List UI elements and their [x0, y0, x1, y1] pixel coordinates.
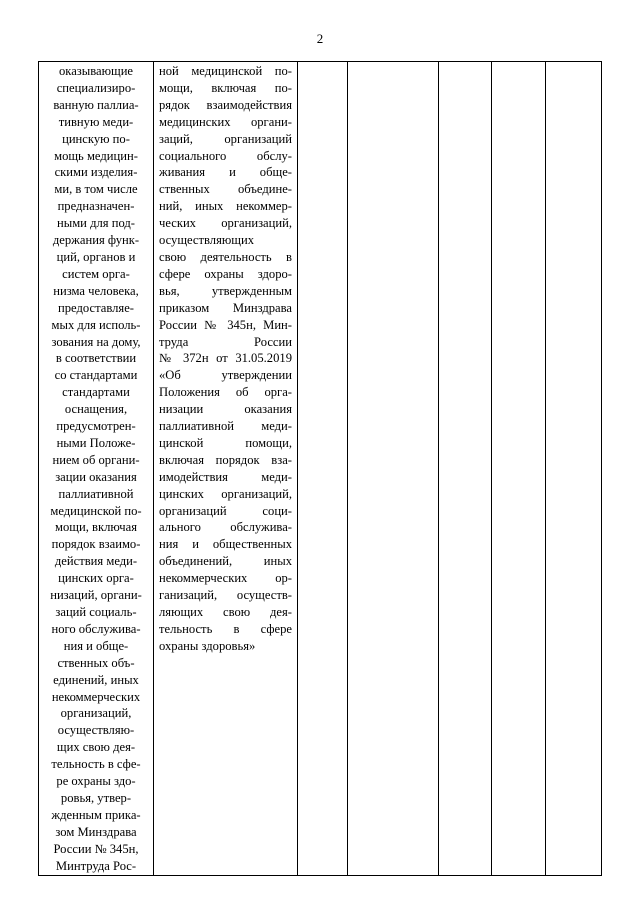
- text-line: некоммерческих: [51, 689, 141, 704]
- text-line: Положения об орга-: [159, 385, 292, 400]
- text-line: действия меди-: [54, 554, 138, 569]
- text-line: ганизаций, осуществ-: [159, 588, 292, 603]
- document-table: [38, 61, 602, 876]
- text-line: в соответствии: [55, 351, 137, 366]
- text-line: ния и обще-: [63, 638, 129, 653]
- text-line: свою деятельность в: [159, 249, 292, 264]
- text-line: систем орга-: [62, 266, 130, 281]
- text-line: предназначен-: [57, 199, 135, 214]
- text-line: порядок взаимо-: [51, 537, 141, 552]
- text-line: щих свою дея-: [56, 740, 136, 755]
- text-line: ной медицинской по-: [159, 64, 292, 78]
- text-line: низации оказания: [159, 402, 292, 417]
- text-line: ванную паллиа-: [53, 97, 139, 112]
- text-line: нием об органи-: [52, 452, 140, 467]
- text-line: некоммерческих ор-: [159, 571, 292, 586]
- text-line: осуществляющих: [159, 233, 255, 248]
- text-line: мых для исполь-: [51, 317, 141, 332]
- text-line: ляющих свою дея-: [159, 605, 292, 619]
- text-line: зации оказания: [55, 469, 137, 484]
- text-line: вья, утвержденным: [159, 283, 292, 298]
- text-line: «Об утверждении: [159, 368, 292, 383]
- text-line: низаций, органи-: [50, 588, 142, 603]
- text-line: паллиативной меди-: [159, 419, 292, 434]
- table-cell-col7: [546, 62, 602, 876]
- text-line: оснащения,: [64, 402, 128, 417]
- text-line: цинских организаций,: [159, 486, 292, 501]
- text-line: единений, иных: [53, 672, 139, 687]
- text-line: стандартами: [62, 385, 130, 400]
- text-line: со стандартами: [54, 368, 138, 383]
- text-line: приказом Минздрава: [159, 300, 292, 315]
- table-cell-col3: [298, 62, 348, 876]
- text-line: жденным прика-: [51, 807, 141, 822]
- text-line: мощи, включая: [55, 520, 137, 535]
- text-line: цинскую по-: [62, 131, 130, 146]
- text-line: зования на дому,: [51, 334, 141, 349]
- text-line: предусмотрен-: [56, 419, 136, 434]
- text-line: организаций соци-: [159, 503, 292, 518]
- table-cell-col4: [348, 62, 439, 876]
- text-line: включая порядок вза-: [159, 452, 292, 467]
- text-line: ний, иных некоммер-: [159, 199, 292, 214]
- page-number: 2: [316, 31, 324, 46]
- text-line: охраны здоровья»: [159, 638, 256, 653]
- text-line: тивную меди-: [58, 114, 134, 129]
- text-line: № 372н от 31.05.2019: [159, 351, 292, 366]
- text-line: тельность в сфере: [159, 621, 292, 636]
- text-line: ре охраны здо-: [56, 774, 136, 789]
- table-cell-col2: [154, 62, 298, 876]
- text-line: социального обслу-: [159, 148, 292, 163]
- text-line: рядок взаимодействия: [159, 97, 292, 112]
- text-line: цинской помощи,: [159, 435, 292, 450]
- text-line: медицинских органи-: [159, 114, 292, 129]
- text-line: зом Минздрава: [55, 824, 137, 839]
- text-line: специализиро-: [56, 80, 136, 95]
- text-line: ного обслужива-: [51, 621, 141, 636]
- text-line: осуществляю-: [57, 723, 135, 738]
- text-line: мощь медицин-: [54, 148, 138, 163]
- text-line: тельность в сфе-: [51, 757, 141, 772]
- text-line: заций, организаций: [159, 131, 292, 146]
- text-line: ными для под-: [57, 216, 135, 231]
- text-line: медицинской по-: [50, 503, 142, 518]
- text-line: ственных объ-: [57, 655, 135, 670]
- text-line: заций социаль-: [55, 605, 137, 619]
- table-cell-col1: [39, 62, 154, 876]
- text-line: мощи, включая по-: [159, 80, 292, 95]
- text-line: паллиативной: [58, 486, 134, 501]
- text-line: организаций,: [60, 706, 132, 721]
- text-line: Минтруда Рос-: [55, 858, 137, 873]
- text-line: ального обслужива-: [159, 520, 292, 535]
- text-line: России № 345н,: [53, 841, 139, 856]
- text-line: живания и обще-: [159, 165, 292, 180]
- text-line: скими изделия-: [54, 165, 138, 180]
- text-line: труда России: [159, 334, 292, 349]
- text-line: ния и общественных: [159, 537, 292, 552]
- table-row: [39, 62, 602, 876]
- text-line: держания функ-: [52, 233, 140, 248]
- table-cell-col5: [439, 62, 492, 876]
- text-line: России № 345н, Мин-: [159, 317, 292, 332]
- col2-text: [159, 63, 292, 655]
- text-line: оказывающие: [58, 64, 134, 78]
- col1-text: [43, 63, 149, 875]
- text-line: ческих организаций,: [159, 216, 292, 231]
- text-line: ровья, утвер-: [60, 790, 132, 805]
- text-line: имодействия меди-: [159, 469, 292, 484]
- text-line: низма человека,: [53, 283, 139, 298]
- text-line: ми, в том числе: [54, 182, 138, 197]
- text-line: ными Положе-: [56, 435, 136, 450]
- table-cell-col6: [492, 62, 546, 876]
- text-line: сфере охраны здоро-: [159, 266, 292, 281]
- text-line: цинских орга-: [58, 571, 134, 586]
- text-line: объединений, иных: [159, 554, 292, 569]
- text-line: ций, органов и: [56, 249, 136, 264]
- text-line: ственных объедине-: [159, 182, 292, 197]
- text-line: предоставляе-: [58, 300, 134, 315]
